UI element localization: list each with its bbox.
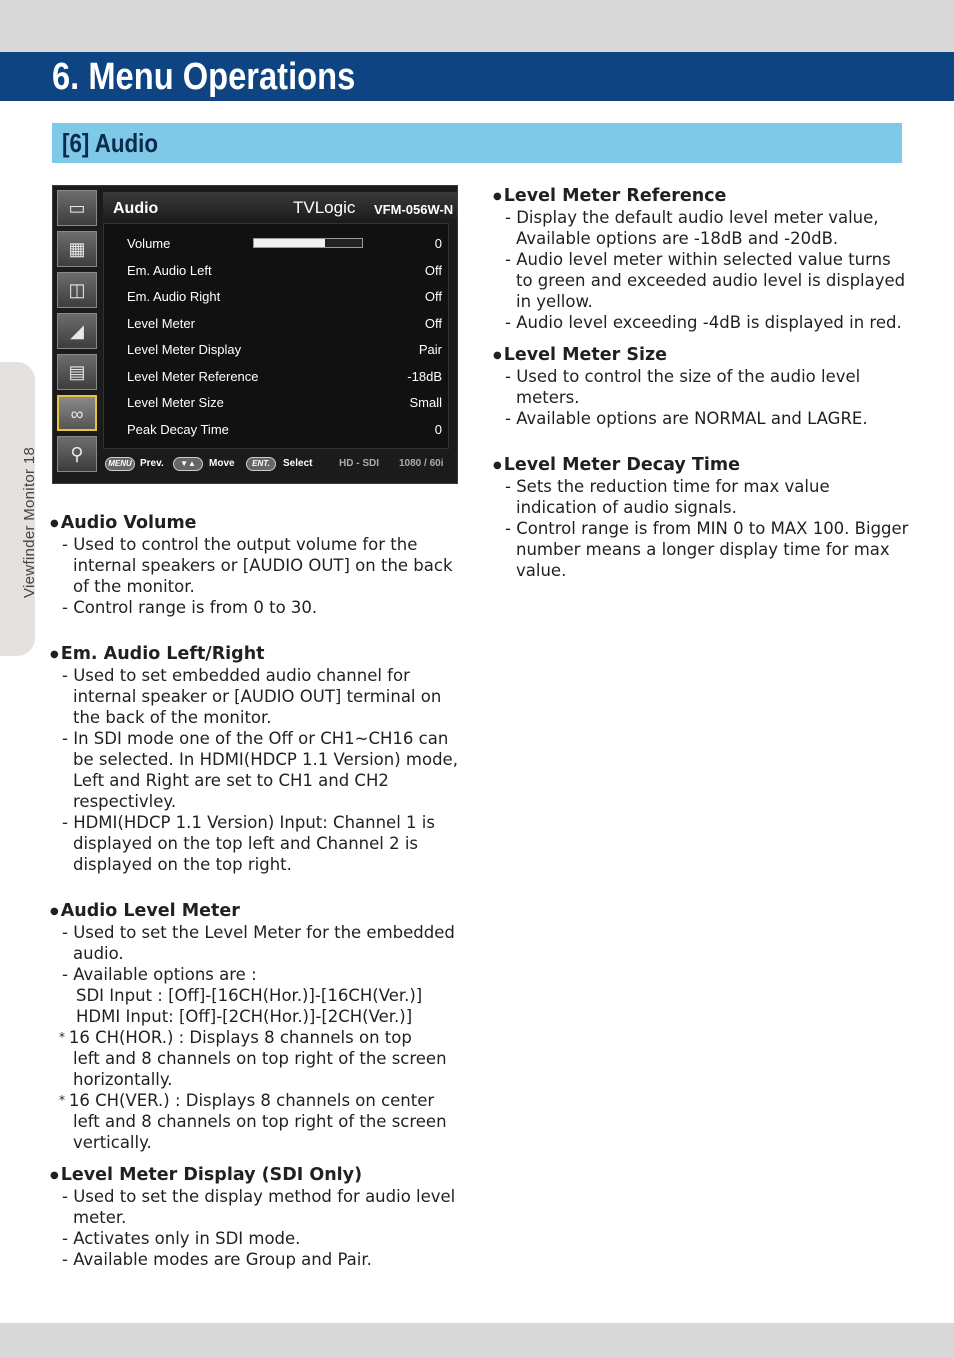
move-key-icon: ▼▲ [173,457,203,471]
section-heading-text: Audio Level Meter [60,901,240,921]
section-title: [6] Audio [62,128,159,158]
bullet-icon: ● [50,649,59,660]
body-line: - Display the default audio level meter value, [505,208,879,227]
osd-row-value: Pair [418,342,442,357]
body-line-text: 16 CH(VER.) : Displays 8 channels on center [68,1091,435,1110]
body-line: - Activates only in SDI mode. [62,1229,301,1248]
body-line: displayed on the top right. [73,855,292,874]
osd-brand: TVLogic [293,198,356,217]
picture-icon: ▤ [57,354,97,390]
body-line-text: 16 CH(HOR.) : Displays 8 channels on top [68,1028,412,1047]
osd-title: Audio [113,200,159,217]
osd-row-label: Peak Decay Time [127,422,229,437]
body-line: - Used to set embedded audio channel for [62,666,410,685]
osd-row-label: Level Meter Reference [127,369,259,384]
body-line [50,1090,470,1111]
footer-move-label: Move [209,458,235,469]
osd-row-value: -18dB [407,369,442,384]
body-line: - Available options are : [62,965,257,984]
osd-icon-column [55,190,101,477]
body-line: to green and exceeded audio level is displayed [516,271,906,290]
osd-row-label: Volume [127,236,171,251]
audio-icon: ∞ [57,395,97,431]
footer-signal: HD - SDI [339,458,379,469]
body-line: number means a longer display time for max [516,540,890,559]
body-line: respectivley. [73,792,177,811]
body-line: internal speaker or [AUDIO OUT] terminal on [73,687,442,706]
body-line: - Control range is from MIN 0 to MAX 100. Bigger [505,519,909,538]
body-line: - Used to set the Level Meter for the embedded [62,923,455,942]
color-icon: ▦ [57,231,97,267]
osd-row-value: 0 [434,236,442,251]
section-heading [493,345,913,366]
top-margin-strip [0,0,954,52]
text-section [493,345,913,429]
osd-row-level-meter [127,314,442,334]
footer-format: 1080 / 60i [399,458,444,469]
section-heading-text: Audio Volume [60,513,197,533]
footer-prev-label: Prev. [140,458,164,469]
osd-row-label: Em. Audio Left [127,263,212,278]
body-line: - Used to control the size of the audio level [505,367,861,386]
osd-row-level-meter-size [127,393,442,413]
osd-row-em-audio-left [127,261,442,281]
body-line: - Used to control the output volume for the [62,535,418,554]
enter-key-icon: ENT. [246,457,276,471]
body-line: audio. [73,944,124,963]
bullet-icon: ● [50,1170,59,1181]
body-line: value. [516,561,567,580]
osd-row-value: 0 [434,422,442,437]
body-line: - Used to set the display method for audio level [62,1187,456,1206]
text-section [50,644,470,875]
monitor-icon: ▭ [57,190,97,226]
osd-row-level-meter-reference [127,367,442,387]
image-icon: ◫ [57,272,97,308]
osd-row-level-meter-display [127,340,442,360]
body-line: - Sets the reduction time for max value [505,477,830,496]
text-section [493,186,913,333]
section-heading [50,513,470,534]
osd-row-label: Em. Audio Right [127,289,221,304]
text-section [50,513,470,618]
osd-audio-menu-screenshot [52,185,458,484]
bottom-margin-strip [0,1323,954,1357]
body-line: meter. [73,1208,127,1227]
section-heading [493,455,913,476]
footer-select-label: Select [283,458,313,469]
section-heading [50,1165,470,1186]
asterisk-icon: * [59,1093,69,1107]
right-text-column [493,186,913,581]
osd-row-value: Off [424,316,442,331]
side-page-label: Viewfinder Monitor 18 [21,446,38,598]
section-heading [493,186,913,207]
text-section [50,901,470,1153]
body-line: internal speakers or [AUDIO OUT] on the back [73,556,453,575]
osd-header [103,192,457,222]
body-line: - In SDI mode one of the Off or CH1~CH16 can [62,729,449,748]
bullet-icon: ● [493,191,502,202]
osd-row-value: Off [424,289,442,304]
body-line: - Available modes are Group and Pair. [62,1250,372,1269]
body-line: left and 8 channels on top right of the screen [73,1112,447,1131]
tools-icon: ⚲ [57,436,97,472]
body-line: the back of the monitor. [73,708,272,727]
body-line: in yellow. [516,292,593,311]
osd-row-value: Off [424,263,442,278]
bullet-icon: ● [493,350,502,361]
body-line: indication of audio signals. [516,498,737,517]
osd-row-em-audio-right [127,287,442,307]
osd-row-peak-decay-time [127,420,442,440]
bullet-icon: ● [50,906,59,917]
bullet-icon: ● [50,518,59,529]
body-line: HDMI Input: [Off]-[2CH(Hor.)]-[2CH(Ver.)] [76,1007,413,1026]
osd-model: VFM-056W-N [374,202,454,217]
osd-row-label: Level Meter [127,316,195,331]
body-line: meters. [516,388,580,407]
section-heading-text: Em. Audio Left/Right [60,644,265,664]
section-heading [50,901,470,922]
section-title-bar [52,123,902,163]
asterisk-icon: * [59,1030,69,1044]
body-line: vertically. [73,1133,152,1152]
body-line: of the monitor. [73,577,195,596]
section-heading-text: Level Meter Decay Time [503,455,740,475]
section-heading-text: Level Meter Display (SDI Only) [60,1165,363,1185]
chapter-title-bar [0,52,954,101]
marker-icon: ◢ [57,313,97,349]
section-heading-text: Level Meter Size [503,345,668,365]
volume-bar-fill [254,239,325,247]
osd-footer [103,454,457,476]
menu-key-icon: MENU [105,457,135,471]
osd-row-volume [127,234,442,254]
chapter-title: 6. Menu Operations [52,56,356,98]
osd-row-label: Level Meter Display [127,342,242,357]
text-section [50,1165,470,1270]
section-heading-text: Level Meter Reference [503,186,727,206]
body-line: horizontally. [73,1070,173,1089]
body-line [50,1027,470,1048]
body-line: left and 8 channels on top right of the screen [73,1049,447,1068]
body-line: SDI Input : [Off]-[16CH(Hor.)]-[16CH(Ver.)] [76,986,423,1005]
osd-row-label: Level Meter Size [127,395,224,410]
left-text-column [50,513,470,1270]
body-line: - Audio level exceeding -4dB is displayed in red. [505,313,902,332]
body-line: Available options are -18dB and -20dB. [516,229,839,248]
body-line: - Control range is from 0 to 30. [62,598,318,617]
body-line: - HDMI(HDCP 1.1 Version) Input: Channel 1 is [62,813,435,832]
body-line: - Audio level meter within selected value turns [505,250,891,269]
osd-row-value: Small [409,395,442,410]
volume-bar [253,238,363,248]
section-heading [50,644,470,665]
osd-menu-panel [103,223,449,449]
body-line: be selected. In HDMI(HDCP 1.1 Version) mode, [73,750,458,769]
body-line: - Available options are NORMAL and LAGRE. [505,409,868,428]
text-section [493,455,913,581]
bullet-icon: ● [493,460,502,471]
body-line: Left and Right are set to CH1 and CH2 [73,771,389,790]
body-line: displayed on the top left and Channel 2 is [73,834,419,853]
